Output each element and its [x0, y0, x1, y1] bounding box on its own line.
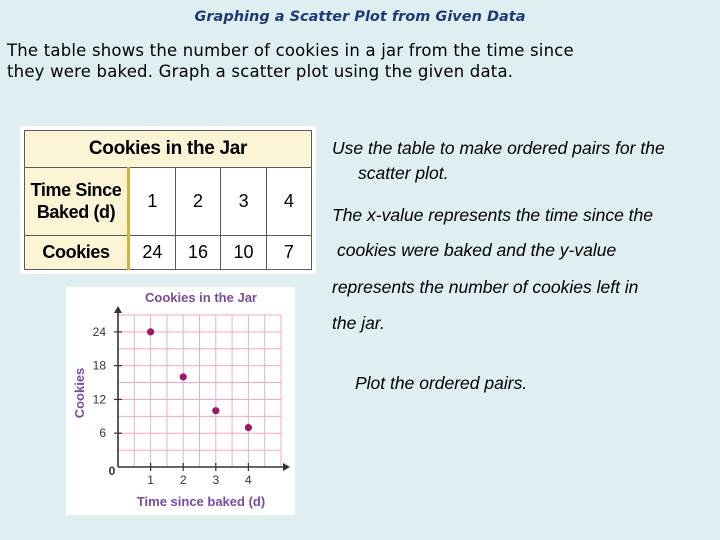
time-cell: 1 — [129, 168, 176, 236]
intro-paragraph — [7, 40, 713, 82]
chart-y-tick-label: 6 — [99, 426, 106, 441]
instruction-line-7: Plot the ordered pairs. — [355, 373, 528, 393]
scatter-chart — [66, 287, 295, 515]
table-caption: Cookies in the Jar — [25, 131, 312, 168]
instruction-line-2: scatter plot. — [358, 163, 449, 183]
chart-x-tick-label: 1 — [147, 473, 154, 487]
time-cell: 3 — [221, 168, 267, 236]
instruction-line-6: the jar. — [332, 313, 385, 333]
chart-title: Cookies in the Jar — [145, 290, 257, 305]
cookies-table-card — [20, 126, 316, 274]
scatter-chart-svg — [66, 287, 295, 515]
cookies-table — [24, 130, 312, 270]
slide-title: Graphing a Scatter Plot from Given Data — [194, 9, 526, 25]
chart-point — [147, 328, 154, 335]
cookies-cell: 7 — [266, 235, 311, 270]
chart-y-tick-label: 12 — [92, 392, 106, 407]
time-header-line-2: Baked (d) — [36, 202, 116, 223]
time-row-header — [25, 168, 129, 236]
time-header-line-1: Time Since — [30, 180, 122, 201]
intro-line-2: they were baked. Graph a scatter plot using the given data. — [7, 62, 514, 81]
cookies-cell: 16 — [175, 235, 221, 270]
chart-y-arrow — [114, 306, 122, 313]
cookies-row-header: Cookies — [25, 235, 129, 270]
chart-point — [180, 373, 187, 380]
chart-origin-label: 0 — [108, 464, 116, 478]
cookies-cell: 10 — [221, 235, 267, 270]
chart-y-axis-label: Cookies — [72, 367, 87, 419]
instruction-line-3: The x-value represents the time since the — [332, 205, 653, 225]
chart-y-tick-label: 18 — [92, 358, 106, 373]
chart-x-tick-label: 4 — [245, 473, 252, 487]
instruction-line-4: cookies were baked and the y-value — [337, 240, 617, 260]
chart-x-tick-label: 2 — [179, 473, 187, 487]
cookies-cell: 24 — [129, 235, 176, 270]
chart-point — [212, 407, 219, 414]
chart-x-tick-label: 3 — [212, 473, 220, 487]
chart-point — [245, 424, 252, 431]
time-cell: 2 — [175, 168, 221, 236]
chart-y-tick-label: 24 — [92, 324, 106, 339]
intro-line-1: The table shows the number of cookies in a jar from the time since — [7, 41, 574, 60]
time-cell: 4 — [266, 168, 311, 236]
instruction-line-1: Use the table to make ordered pairs for the — [332, 138, 665, 158]
chart-x-axis-label: Time since baked (d) — [136, 494, 266, 509]
chart-x-arrow — [283, 463, 290, 471]
instruction-line-5: represents the number of cookies left in — [332, 277, 639, 297]
